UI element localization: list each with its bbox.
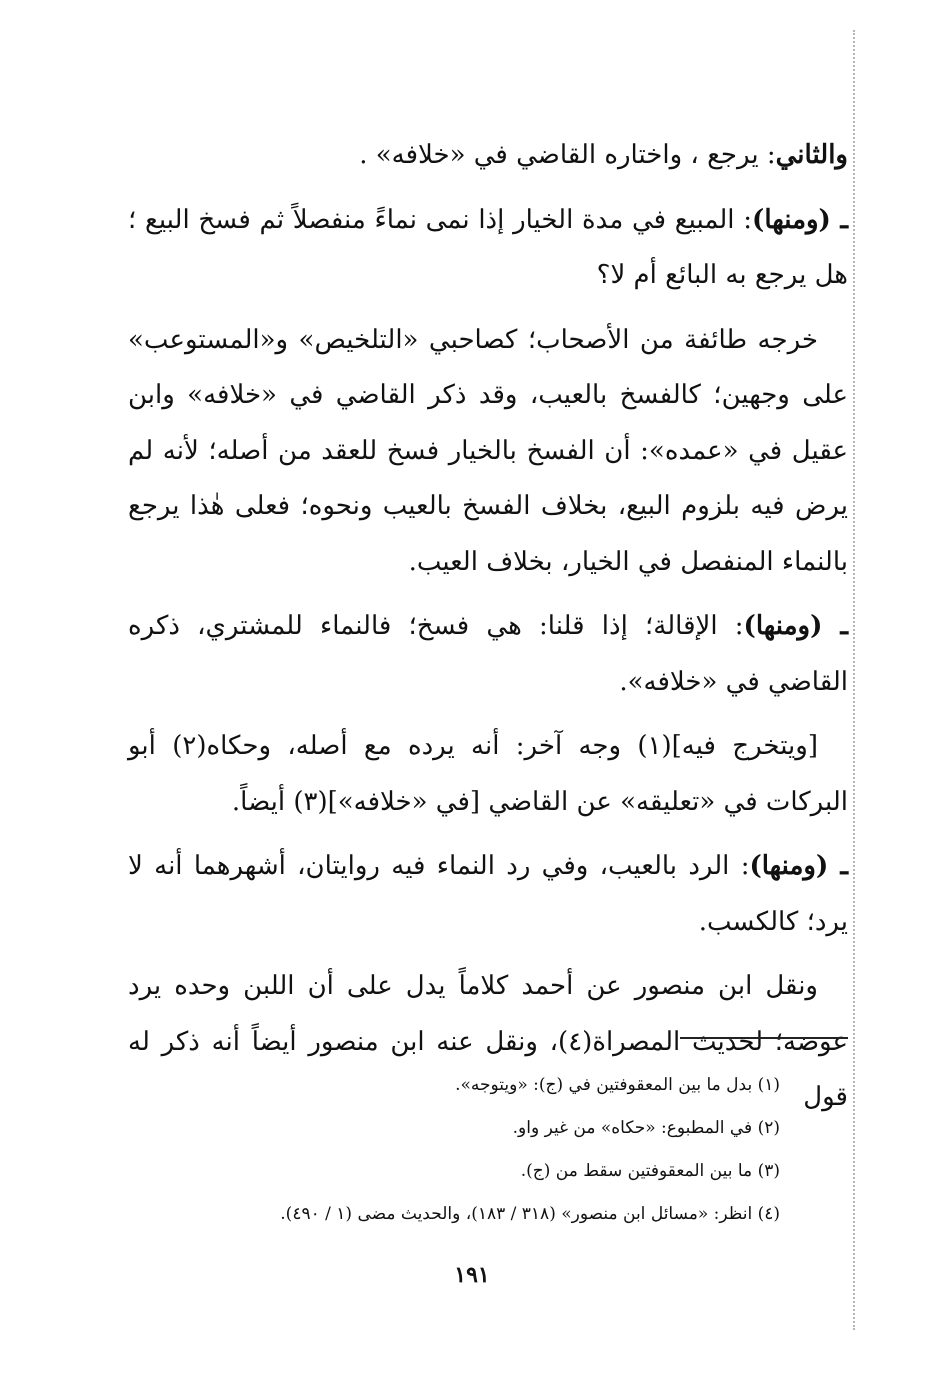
paragraph-text: ونقل ابن منصور عن أحمد كلاماً يدل على أن اللبن وحده يرد عوضه؛ لحديث المصراة(٤)، ونقل عنه ابن منصور أيضاً أنه ذكر له قول [128,971,848,1112]
paragraph-lead: ـ (ومنها) [749,851,848,881]
paragraph-text: : الرد بالعيب، وفي رد النماء فيه روايتان، أشهرهما أنه لا يرد؛ كالكسب. [128,851,848,937]
paragraph-2 [128,193,848,304]
paragraph-1 [128,128,848,184]
paragraph-lead: ـ (ومنها) [743,611,848,641]
paragraph-3 [128,313,848,591]
footnote-3: (٣) ما بين المعقوفتين سقط من (ج). [520,1161,780,1181]
paragraph-4 [128,599,848,710]
paragraph-text: خرجه طائفة من الأصحاب؛ كصاحبي «التلخيص» و«المستوعب» على وجهين؛ كالفسخ بالعيب، وقد ذكر القاضي في «خلافه» وابن عقيل في «عمده»: أن الفسخ بالخيار فسخ للعقد من أصله؛ لأنه لم يرض فيه بلزوم البيع، بخلاف الفسخ بالعيب ونحوه؛ فعلى هٰذا يرجع بالنماء المنفصل في الخيار، بخلاف العيب. [128,324,848,577]
paragraph-text: : يرجع ، واختاره القاضي في «خلافه» . [359,140,776,170]
footnotes [128,1064,780,1236]
footnote-4: (٤) انظر: «مسائل ابن منصور» (٣١٨ / ١٨٣)، والحديث مضى (١ / ٤٩٠). [280,1204,780,1224]
footnote-separator [680,1037,848,1039]
footnote-1: (١) بدل ما بين المعقوفتين في (ج): «ويتوجه». [455,1075,780,1095]
footnote-2: (٢) في المطبوع: «حكاه» من غير واو. [512,1118,780,1138]
paragraph-6 [128,839,848,950]
page-number: ١٩١ [454,1262,490,1288]
binding-dots [853,30,855,1330]
paragraph-lead: ـ (ومنها) [752,204,848,235]
paragraph-lead: والثاني [775,140,848,170]
paragraph-text: : الإقالة؛ إذا قلنا: هي فسخ؛ فالنماء للمشتري، ذكره القاضي في «خلافه». [128,611,848,697]
paragraph-text: : المبيع في مدة الخيار إذا نمى نماءً منفصلاً ثم فسخ البيع ؛ هل يرجع به البائع أم لا؟ [128,204,848,290]
paragraph-5 [128,719,848,830]
paragraph-text: [ويتخرج فيه](١) وجه آخر: أنه يرده مع أصله، وحكاه(٢) أبو البركات في «تعليقه» عن القاضي [في «خلافه»](٣) أيضاً. [128,731,848,817]
main-text [128,128,848,1135]
